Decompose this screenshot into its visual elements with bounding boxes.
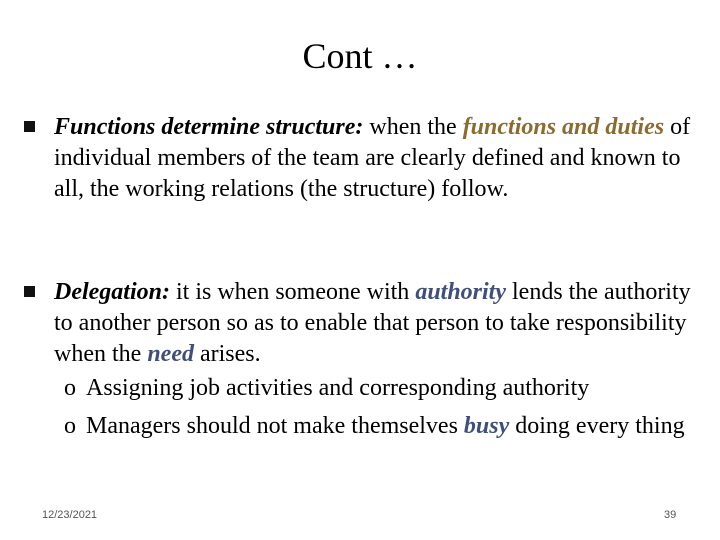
highlight-term: authority [415,279,507,305]
slide-title-text: Cont … [302,36,418,76]
bullet-functions-text [54,112,704,205]
bullet-text: lends the authority to another person so as to enable that person to take responsibility when the [54,279,691,367]
sub-bullet-marker: o [64,375,76,401]
bullet-text: it is when someone with [170,279,416,305]
bullet-square-icon [24,286,35,297]
sub-bullet-assigning [64,373,704,404]
bullet-square-icon [24,121,35,132]
footer-page-number: 39 [664,509,677,521]
sub-bullet-text: Assigning job activities and corresponding authority [86,375,590,401]
bullet-delegation [24,277,704,370]
highlight-term: functions and duties [462,114,665,140]
bullet-lead: Functions determine structure: [54,114,364,140]
bullet-delegation-text [54,277,704,370]
highlight-term: need [147,341,194,367]
sub-bullet-text: doing every thing [509,413,685,439]
slide-title [0,34,720,78]
sub-bullet-managers [64,411,704,442]
bullet-functions [24,112,704,205]
highlight-term: busy [463,413,510,439]
bullet-text: of individual members of the team are clearly defined and known to all, the working relations (the structure) follow. [54,114,691,202]
sub-bullet-text: Managers should not make themselves [86,413,464,439]
bullet-text: arises. [193,341,261,367]
sub-bullet-marker: o [64,413,76,439]
bullet-lead-colon: : [162,279,170,305]
footer-date: 12/23/2021 [42,509,98,521]
bullet-text: when the [363,114,463,140]
bullet-lead: Delegation [54,279,162,305]
